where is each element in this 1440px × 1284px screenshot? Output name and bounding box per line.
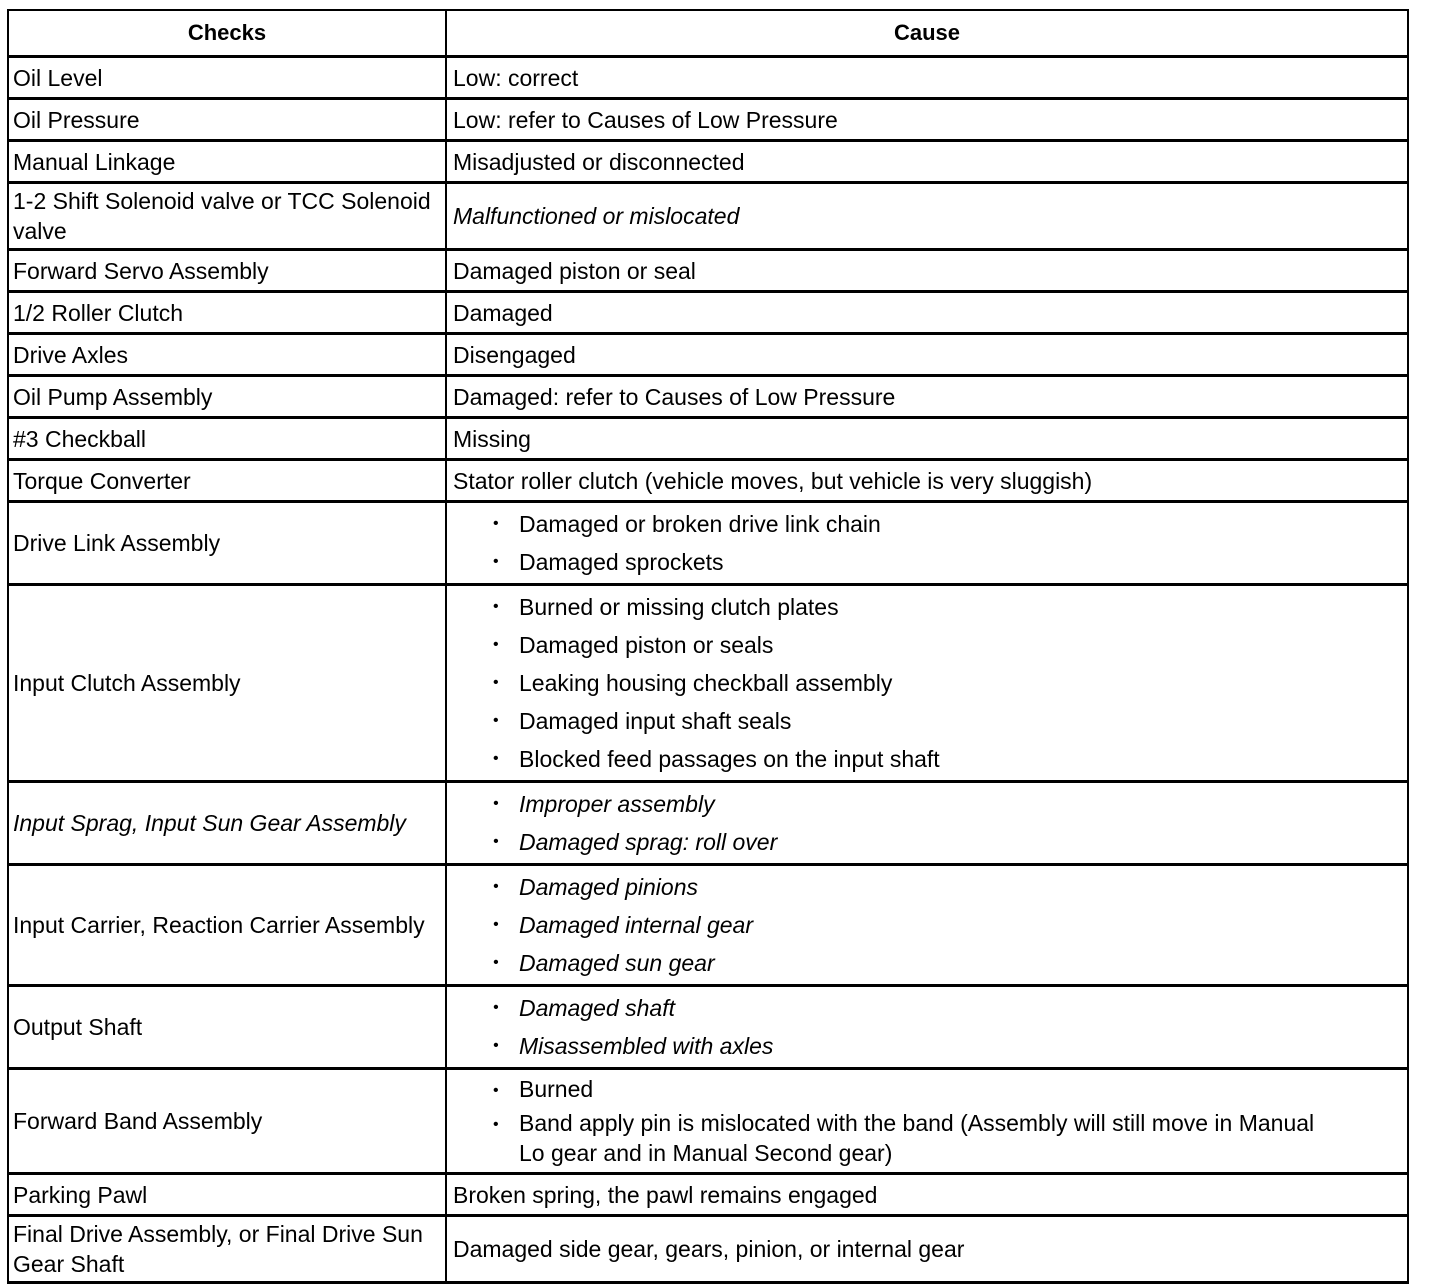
check-cell: Forward Band Assembly	[8, 1069, 446, 1174]
check-cell: Forward Servo Assembly	[8, 250, 446, 292]
cause-list-item: • Damaged shaft	[519, 989, 1403, 1027]
cause-list-item: • Band apply pin is mislocated with the band (Assembly will still move in Manual Lo gear and in Manual Second gear)	[519, 1106, 1403, 1170]
cause-cell: Low: refer to Causes of Low Pressure	[446, 99, 1408, 141]
cause-list-item: • Damaged or broken drive link chain	[519, 505, 1403, 543]
cause-list-item: • Damaged sun gear	[519, 944, 1403, 982]
check-cell: Oil Level	[8, 57, 446, 99]
check-cell: Torque Converter	[8, 460, 446, 502]
check-cell: Manual Linkage	[8, 141, 446, 183]
table-row	[8, 376, 1408, 418]
cause-cell	[446, 585, 1408, 782]
table-row	[8, 865, 1408, 986]
cause-list	[453, 868, 1403, 982]
cause-list	[453, 785, 1403, 861]
table-row	[8, 292, 1408, 334]
cause-cell: Damaged: refer to Causes of Low Pressure	[446, 376, 1408, 418]
cause-list-item: • Damaged piston or seals	[519, 626, 1403, 664]
table-row	[8, 782, 1408, 865]
table-row	[8, 1216, 1408, 1283]
cause-list	[453, 588, 1403, 778]
check-cell: Input Clutch Assembly	[8, 585, 446, 782]
table-row	[8, 502, 1408, 585]
cause-cell: Stator roller clutch (vehicle moves, but vehicle is very sluggish)	[446, 460, 1408, 502]
table-row	[8, 585, 1408, 782]
table-row	[8, 141, 1408, 183]
check-cell: Output Shaft	[8, 986, 446, 1069]
header-checks: Checks	[8, 10, 446, 57]
cause-cell: Malfunctioned or mislocated	[446, 183, 1408, 250]
cause-list-item: • Damaged input shaft seals	[519, 702, 1403, 740]
table-row	[8, 1174, 1408, 1216]
cause-list-item: • Burned	[519, 1072, 1403, 1106]
header-row	[8, 10, 1408, 57]
table-row	[8, 99, 1408, 141]
check-cell: 1/2 Roller Clutch	[8, 292, 446, 334]
cause-cell: Missing	[446, 418, 1408, 460]
cause-cell	[446, 502, 1408, 585]
cause-list-item: • Damaged pinions	[519, 868, 1403, 906]
check-cell: Final Drive Assembly, or Final Drive Sun Gear Shaft	[8, 1216, 446, 1283]
check-cell: Drive Link Assembly	[8, 502, 446, 585]
cause-cell: Damaged side gear, gears, pinion, or internal gear	[446, 1216, 1408, 1283]
check-cell: Oil Pressure	[8, 99, 446, 141]
check-cell: Parking Pawl	[8, 1174, 446, 1216]
cause-list-item: • Burned or missing clutch plates	[519, 588, 1403, 626]
cause-cell	[446, 865, 1408, 986]
cause-list-item: • Improper assembly	[519, 785, 1403, 823]
table-row	[8, 418, 1408, 460]
table-row	[8, 986, 1408, 1069]
cause-list	[453, 989, 1403, 1065]
check-cell: Drive Axles	[8, 334, 446, 376]
cause-cell: Low: correct	[446, 57, 1408, 99]
cause-list-item: • Leaking housing checkball assembly	[519, 664, 1403, 702]
cause-list-item: • Blocked feed passages on the input shaft	[519, 740, 1403, 778]
table-row	[8, 1069, 1408, 1174]
table-row	[8, 460, 1408, 502]
cause-list-item: • Damaged sprag: roll over	[519, 823, 1403, 861]
table-row	[8, 250, 1408, 292]
cause-cell: Damaged	[446, 292, 1408, 334]
check-cell: Input Carrier, Reaction Carrier Assembly	[8, 865, 446, 986]
cause-cell	[446, 986, 1408, 1069]
cause-cell: Damaged piston or seal	[446, 250, 1408, 292]
cause-cell: Broken spring, the pawl remains engaged	[446, 1174, 1408, 1216]
cause-cell: Misadjusted or disconnected	[446, 141, 1408, 183]
table-row	[8, 334, 1408, 376]
check-cell: Input Sprag, Input Sun Gear Assembly	[8, 782, 446, 865]
cause-list	[453, 505, 1403, 581]
diagnosis-table	[7, 9, 1409, 1284]
check-cell: Oil Pump Assembly	[8, 376, 446, 418]
cause-list-item: • Damaged sprockets	[519, 543, 1403, 581]
table-row	[8, 183, 1408, 250]
check-cell: 1-2 Shift Solenoid valve or TCC Solenoid valve	[8, 183, 446, 250]
cause-list	[453, 1072, 1403, 1170]
cause-cell: Disengaged	[446, 334, 1408, 376]
header-cause: Cause	[446, 10, 1408, 57]
cause-list-item: • Misassembled with axles	[519, 1027, 1403, 1065]
cause-list-item: • Damaged internal gear	[519, 906, 1403, 944]
cause-cell	[446, 1069, 1408, 1174]
check-cell: #3 Checkball	[8, 418, 446, 460]
cause-cell	[446, 782, 1408, 865]
table-row	[8, 57, 1408, 99]
